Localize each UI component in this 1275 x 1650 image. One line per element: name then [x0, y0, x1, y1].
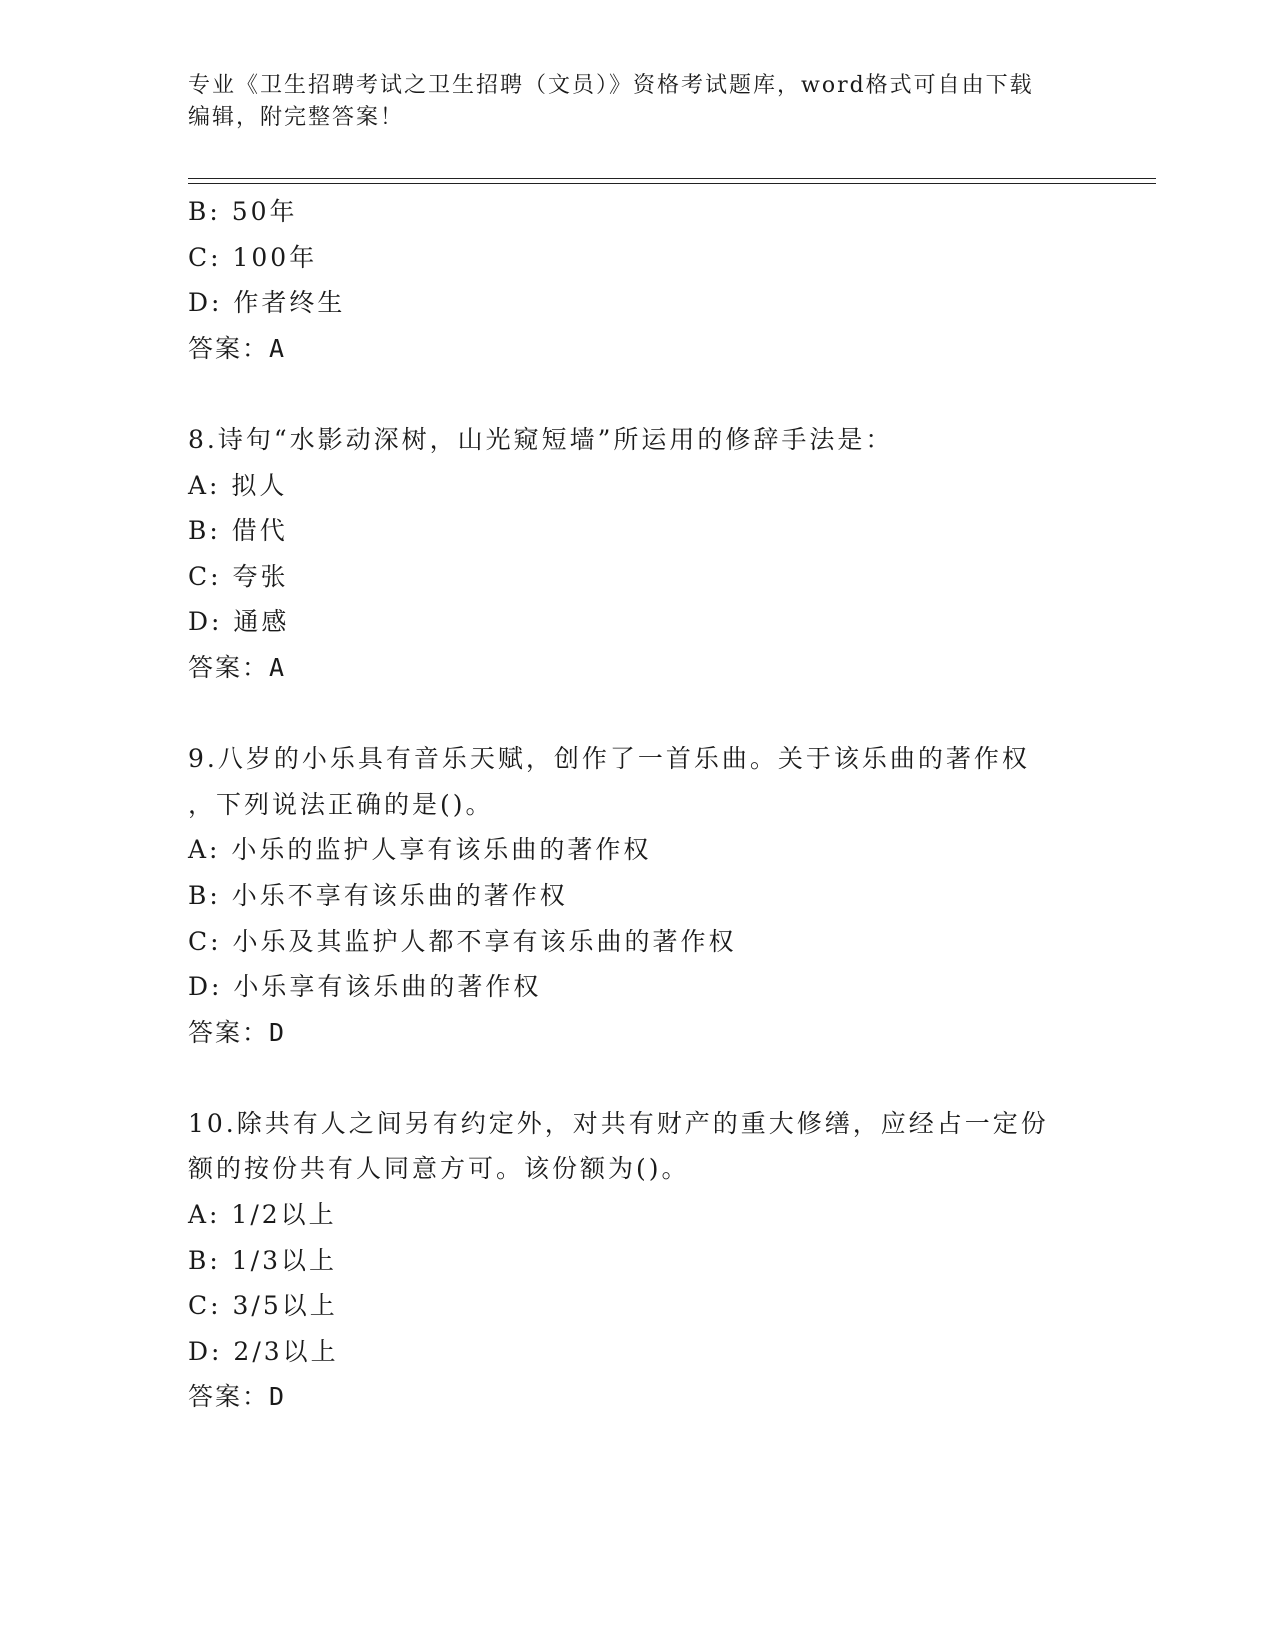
question-9-block — [188, 736, 1088, 1055]
question-stem-line-1: 9.八岁的小乐具有音乐天赋，创作了一首乐曲。关于该乐曲的著作权 — [188, 744, 1030, 774]
answer-line — [188, 1374, 1088, 1420]
option-b: B: 50年 — [188, 197, 298, 226]
option-a: A: 小乐的监护人享有该乐曲的著作权 — [188, 835, 652, 865]
option-b: B: 小乐不享有该乐曲的著作权 — [188, 880, 568, 910]
answer-line — [188, 326, 1088, 372]
answer-label: 答案： — [188, 333, 270, 363]
answer-label: 答案： — [188, 1017, 270, 1047]
question-8-block — [188, 417, 1088, 691]
question-10-block — [188, 1101, 1088, 1420]
option-d: D: 作者终生 — [188, 288, 346, 318]
question-stem-line-2: 额的按份共有人同意方可。该份额为()。 — [188, 1154, 690, 1184]
answer-value: A — [269, 652, 287, 682]
option-d: D: 2/3以上 — [188, 1336, 339, 1366]
answer-label: 答案： — [188, 652, 270, 682]
header-divider-top — [188, 178, 1156, 179]
answer-value: A — [269, 333, 287, 363]
option-d: D: 小乐享有该乐曲的著作权 — [188, 972, 542, 1002]
question-stem-line-1: 10.除共有人之间另有约定外，对共有财产的重大修缮，应经占一定份 — [188, 1108, 1049, 1138]
header-divider-bottom — [188, 183, 1156, 184]
header-line-2: 编辑，附完整答案！ — [188, 105, 405, 130]
option-c: C: 夸张 — [188, 561, 289, 591]
answer-value: D — [269, 1382, 287, 1412]
option-a: A: 1/2以上 — [188, 1200, 337, 1230]
option-c: C: 小乐及其监护人都不享有该乐曲的著作权 — [188, 926, 737, 956]
answer-line — [188, 645, 1088, 691]
option-c: C: 3/5以上 — [188, 1291, 338, 1321]
prev-question-block — [188, 189, 1088, 371]
option-a: A: 拟人 — [188, 470, 288, 500]
header-line-1: 专业《卫生招聘考试之卫生招聘（文员）》资格考试题库，word格式可自由下载 — [188, 73, 1034, 98]
option-b: B: 借代 — [188, 516, 288, 546]
question-stem-line-2: ，下列说法正确的是()。 — [188, 789, 494, 819]
answer-value: D — [269, 1017, 287, 1047]
spacer — [188, 691, 1088, 737]
question-stem: 8.诗句“水影动深树，山光窥短墙”所运用的修辞手法是： — [188, 424, 894, 454]
answer-line — [188, 1010, 1088, 1056]
option-d: D: 通感 — [188, 607, 290, 637]
option-b: B: 1/3以上 — [188, 1245, 337, 1275]
answer-label: 答案： — [188, 1382, 270, 1412]
question-list — [188, 189, 1088, 1420]
spacer — [188, 1055, 1088, 1101]
document-header — [188, 70, 1068, 134]
option-c: C: 100年 — [188, 242, 318, 272]
spacer — [188, 371, 1088, 417]
